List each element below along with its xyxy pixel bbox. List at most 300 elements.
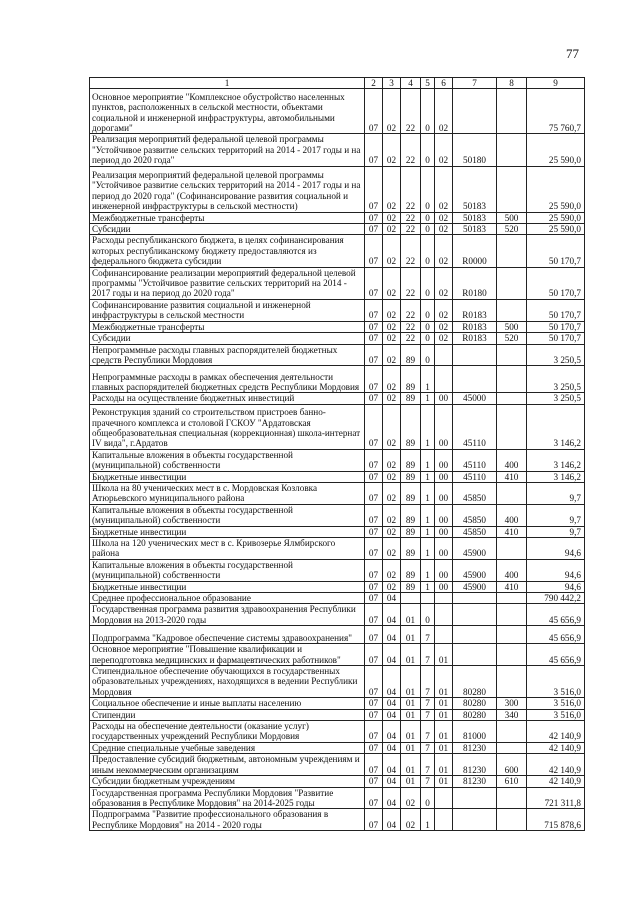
table-row [90,166,585,212]
table-row [90,742,585,753]
row-code-c4: 89 [401,581,421,592]
row-code-c6: 01 [435,644,453,666]
row-code-c5: 0 [421,604,435,626]
row-code-c8 [497,593,527,604]
row-code-c4: 89 [401,526,421,537]
row-code-c8 [497,344,527,366]
row-amount: 45 656,9 [527,626,585,644]
row-code-c2: 07 [365,526,383,537]
row-code-c2: 07 [365,698,383,709]
row-code-c5: 0 [421,89,435,134]
row-description: Среднее профессиональное образование [90,593,365,604]
row-code-c2: 07 [365,89,383,134]
row-amount: 50 170,7 [527,333,585,344]
table-row [90,393,585,404]
row-code-c4: 89 [401,449,421,471]
row-description: Непрограммные расходы в рамках обеспечения деятельности главных распорядителей бюджетных средств Республики Мордовия [90,366,365,393]
row-code-c3: 02 [383,526,401,537]
row-code-c7: 45850 [453,526,497,537]
row-code-c8: 520 [497,333,527,344]
row-code-c5: 7 [421,754,435,776]
header-cell-1: 1 [90,78,365,89]
row-code-c8 [497,537,527,559]
row-amount: 50 170,7 [527,299,585,321]
row-code-c5: 1 [421,537,435,559]
row-code-c4: 89 [401,404,421,449]
table-row [90,404,585,449]
table-row [90,235,585,267]
row-code-c3: 04 [383,593,401,604]
row-code-c2: 07 [365,333,383,344]
table-row [90,299,585,321]
row-description: Капитальные вложения в объекты государственной (муниципальной) собственности [90,504,365,526]
row-code-c8: 340 [497,709,527,720]
row-code-c7: 50183 [453,212,497,223]
row-code-c6: 02 [435,267,453,299]
row-code-c4: 01 [401,721,421,743]
row-description: Основное мероприятие "Комплексное обустройство населенных пунктов, расположенных в сельской местности, объектами социальной и инженерной инфраструктуры, автомобильными дорогами" [90,89,365,134]
row-code-c6 [435,626,453,644]
row-code-c6 [435,366,453,393]
row-amount: 3 146,2 [527,449,585,471]
row-amount: 790 442,2 [527,593,585,604]
row-amount: 42 140,9 [527,776,585,787]
row-code-c3: 04 [383,604,401,626]
row-code-c7 [453,344,497,366]
header-cell-8: 8 [497,78,527,89]
header-cell-4: 4 [401,78,421,89]
row-code-c8 [497,166,527,212]
row-code-c3: 02 [383,321,401,332]
row-code-c2: 07 [365,393,383,404]
row-code-c6 [435,344,453,366]
row-code-c5: 7 [421,666,435,698]
row-code-c4: 02 [401,787,421,809]
row-code-c6: 02 [435,235,453,267]
table-row [90,482,585,504]
row-code-c5: 1 [421,504,435,526]
row-code-c2: 07 [365,321,383,332]
row-code-c8 [497,404,527,449]
row-code-c5: 1 [421,449,435,471]
row-code-c4: 01 [401,644,421,666]
row-code-c7: 45000 [453,393,497,404]
row-code-c3: 02 [383,212,401,223]
row-code-c7: 81230 [453,754,497,776]
row-code-c4: 01 [401,776,421,787]
row-code-c6: 00 [435,471,453,482]
row-code-c2: 07 [365,709,383,720]
row-code-c6: 00 [435,504,453,526]
row-code-c6: 01 [435,742,453,753]
row-code-c4: 22 [401,212,421,223]
row-amount: 50 170,7 [527,267,585,299]
row-code-c7: 81230 [453,776,497,787]
row-code-c4: 01 [401,626,421,644]
row-amount: 25 590,0 [527,224,585,235]
row-description: Основное мероприятие "Повышение квалификации и переподготовка медицинских и фармацевтических работников" [90,644,365,666]
row-code-c7: 45850 [453,482,497,504]
row-code-c8 [497,267,527,299]
row-amount: 721 311,8 [527,787,585,809]
row-description: Бюджетные инвестиции [90,581,365,592]
row-code-c2: 07 [365,581,383,592]
row-amount: 45 656,9 [527,604,585,626]
row-code-c7: 81230 [453,742,497,753]
table-row [90,644,585,666]
row-code-c2: 07 [365,559,383,581]
row-description: Межбюджетные трансферты [90,321,365,332]
row-code-c4: 01 [401,754,421,776]
row-code-c7: 45900 [453,581,497,592]
row-description: Софинансирование развития социальной и инженерной инфраструктуры в сельской местности [90,299,365,321]
row-code-c6: 00 [435,393,453,404]
row-code-c7: R0183 [453,333,497,344]
row-code-c8: 400 [497,449,527,471]
row-code-c7: 80280 [453,666,497,698]
row-code-c3: 04 [383,644,401,666]
row-code-c6 [435,604,453,626]
table-row [90,449,585,471]
row-description: Средние специальные учебные заведения [90,742,365,753]
row-description: Реализация мероприятий федеральной целевой программы "Устойчивое развитие сельских территорий на 2014 - 2017 годы и на период до 2020 года" [90,134,365,166]
row-code-c2: 07 [365,644,383,666]
header-cell-5: 5 [421,78,435,89]
row-code-c7: R0180 [453,267,497,299]
row-code-c3: 02 [383,333,401,344]
row-code-c6: 02 [435,89,453,134]
row-description: Стипендиальное обеспечение обучающихся в государственных образовательных учреждениях, находящихся в ведении Республики Мордовия [90,666,365,698]
row-amount: 25 590,0 [527,212,585,223]
row-code-c8 [497,134,527,166]
row-code-c2: 07 [365,537,383,559]
row-code-c8 [497,809,527,831]
row-code-c5: 7 [421,721,435,743]
row-code-c8 [497,299,527,321]
row-code-c5 [421,593,435,604]
row-code-c4 [401,593,421,604]
row-amount: 3 250,5 [527,393,585,404]
row-code-c3: 02 [383,559,401,581]
row-description: Социальное обеспечение и иные выплаты населению [90,698,365,709]
table-row [90,559,585,581]
row-code-c6: 01 [435,721,453,743]
table-row [90,754,585,776]
table-row [90,581,585,592]
row-amount: 9,7 [527,504,585,526]
row-code-c6 [435,593,453,604]
row-code-c8 [497,366,527,393]
row-code-c8: 520 [497,224,527,235]
row-code-c5: 0 [421,224,435,235]
row-code-c2: 07 [365,299,383,321]
table-row [90,537,585,559]
row-code-c6: 01 [435,709,453,720]
row-code-c2: 07 [365,366,383,393]
row-amount: 75 760,7 [527,89,585,134]
row-code-c4: 02 [401,809,421,831]
row-code-c5: 1 [421,366,435,393]
row-code-c6: 00 [435,581,453,592]
row-code-c7 [453,626,497,644]
row-amount: 3 516,0 [527,698,585,709]
row-code-c5: 7 [421,626,435,644]
header-cell-3: 3 [383,78,401,89]
row-code-c3: 04 [383,666,401,698]
table-row [90,787,585,809]
row-code-c7: 81000 [453,721,497,743]
row-amount: 3 146,2 [527,471,585,482]
row-code-c8: 410 [497,526,527,537]
table-row [90,666,585,698]
row-description: Капитальные вложения в объекты государственной (муниципальной) собственности [90,449,365,471]
row-code-c6: 02 [435,299,453,321]
row-amount: 50 170,7 [527,321,585,332]
table-row [90,504,585,526]
row-description: Межбюджетные трансферты [90,212,365,223]
row-code-c8 [497,482,527,504]
row-code-c2: 07 [365,166,383,212]
row-code-c2: 07 [365,224,383,235]
header-cell-2: 2 [365,78,383,89]
row-code-c6: 02 [435,224,453,235]
row-code-c5: 1 [421,809,435,831]
row-amount: 94,6 [527,581,585,592]
row-code-c4: 89 [401,344,421,366]
row-code-c7: 45110 [453,471,497,482]
row-code-c8: 600 [497,754,527,776]
row-code-c8 [497,235,527,267]
row-code-c2: 07 [365,754,383,776]
row-code-c6: 00 [435,537,453,559]
row-code-c8 [497,721,527,743]
table-row [90,344,585,366]
header-cell-6: 6 [435,78,453,89]
row-code-c3: 02 [383,404,401,449]
table-row [90,709,585,720]
row-code-c3: 02 [383,449,401,471]
row-code-c7 [453,89,497,134]
row-code-c8 [497,742,527,753]
row-code-c3: 02 [383,134,401,166]
page-number: 77 [566,46,579,61]
row-code-c8: 410 [497,581,527,592]
row-code-c6: 00 [435,449,453,471]
row-code-c8 [497,644,527,666]
row-code-c3: 02 [383,471,401,482]
row-code-c3: 04 [383,709,401,720]
table-row [90,267,585,299]
row-code-c7 [453,593,497,604]
row-code-c6: 02 [435,333,453,344]
row-code-c5: 7 [421,698,435,709]
row-description: Бюджетные инвестиции [90,526,365,537]
row-description: Непрограммные расходы главных распорядителей бюджетных средств Республики Мордовия [90,344,365,366]
table-row [90,593,585,604]
row-code-c4: 89 [401,482,421,504]
row-description: Школа на 80 ученических мест в с. Мордовская Козловка Атюрьевского муниципального района [90,482,365,504]
row-code-c5: 7 [421,776,435,787]
row-code-c7: 45110 [453,449,497,471]
row-code-c4: 89 [401,393,421,404]
table-row [90,224,585,235]
row-code-c6: 02 [435,134,453,166]
row-description: Реконструкция зданий со строительством пристроев банно-прачечного комплекса и столовой ГСКОУ "Ардатовская общеобразовательная специальная (коррекционная) школа-интернат IV вида", г.Ардатов [90,404,365,449]
row-code-c8: 410 [497,471,527,482]
row-amount: 3 250,5 [527,344,585,366]
row-code-c6: 01 [435,776,453,787]
row-code-c5: 1 [421,404,435,449]
row-code-c5: 0 [421,299,435,321]
row-code-c6: 00 [435,559,453,581]
row-description: Софинансирование реализации мероприятий федеральной целевой программы "Устойчивое развитие сельских территорий на 2014 - 2017 годы и на период до 2020 года" [90,267,365,299]
header-cell-7: 7 [453,78,497,89]
row-code-c6: 00 [435,482,453,504]
row-code-c5: 0 [421,344,435,366]
row-code-c8: 500 [497,212,527,223]
row-code-c2: 07 [365,809,383,831]
row-code-c3: 02 [383,267,401,299]
row-code-c3: 02 [383,299,401,321]
row-code-c7 [453,604,497,626]
table-row [90,134,585,166]
row-code-c4: 89 [401,471,421,482]
row-code-c4: 22 [401,134,421,166]
row-code-c5: 7 [421,709,435,720]
row-code-c8: 400 [497,559,527,581]
row-code-c3: 02 [383,537,401,559]
row-code-c4: 22 [401,224,421,235]
row-code-c2: 07 [365,344,383,366]
row-code-c3: 04 [383,809,401,831]
row-description: Расходы на обеспечение деятельности (оказание услуг) государственных учреждений Республики Мордовия [90,721,365,743]
row-code-c5: 0 [421,333,435,344]
row-amount: 9,7 [527,482,585,504]
row-code-c3: 02 [383,366,401,393]
row-code-c8 [497,89,527,134]
row-amount: 715 878,6 [527,809,585,831]
row-description: Расходы республиканского бюджета, в целях софинансирования которых республиканскому бюджету предоставляются из федерального бюджета субсидии [90,235,365,267]
header-cell-9: 9 [527,78,585,89]
row-code-c7: 50180 [453,134,497,166]
row-code-c3: 04 [383,626,401,644]
table-row [90,809,585,831]
row-code-c3: 02 [383,89,401,134]
row-code-c6: 01 [435,698,453,709]
row-code-c8: 400 [497,504,527,526]
row-amount: 3 516,0 [527,666,585,698]
row-code-c8 [497,626,527,644]
row-code-c3: 02 [383,166,401,212]
row-amount: 42 140,9 [527,742,585,753]
row-code-c7: 45110 [453,404,497,449]
row-code-c4: 22 [401,299,421,321]
table-row [90,321,585,332]
row-code-c8: 500 [497,321,527,332]
row-amount: 42 140,9 [527,754,585,776]
row-code-c3: 02 [383,235,401,267]
row-amount: 45 656,9 [527,644,585,666]
row-code-c3: 02 [383,482,401,504]
row-code-c2: 07 [365,482,383,504]
row-code-c3: 02 [383,393,401,404]
row-description: Субсидии бюджетным учреждениям [90,776,365,787]
row-code-c8: 610 [497,776,527,787]
row-amount: 25 590,0 [527,134,585,166]
row-code-c4: 22 [401,89,421,134]
row-description: Субсидии [90,333,365,344]
row-code-c6: 02 [435,321,453,332]
table-row [90,212,585,223]
row-code-c3: 04 [383,754,401,776]
table-header-row [90,78,585,89]
row-code-c4: 89 [401,559,421,581]
row-code-c7: 80280 [453,698,497,709]
row-code-c5: 0 [421,321,435,332]
row-amount: 25 590,0 [527,166,585,212]
row-code-c2: 07 [365,593,383,604]
table-row [90,333,585,344]
row-code-c2: 07 [365,721,383,743]
row-code-c4: 89 [401,537,421,559]
row-code-c6: 02 [435,212,453,223]
row-code-c7: R0000 [453,235,497,267]
row-code-c4: 22 [401,267,421,299]
row-code-c8 [497,787,527,809]
table-row [90,626,585,644]
row-code-c7: R0183 [453,299,497,321]
row-code-c4: 22 [401,333,421,344]
row-description: Расходы на осуществление бюджетных инвестиций [90,393,365,404]
row-code-c2: 07 [365,787,383,809]
row-description: Предоставление субсидий бюджетным, автономным учреждениям и иным некоммерческим организациям [90,754,365,776]
row-description: Стипендии [90,709,365,720]
row-code-c5: 1 [421,471,435,482]
row-description: Бюджетные инвестиции [90,471,365,482]
row-code-c7 [453,809,497,831]
table-row [90,604,585,626]
table-row [90,776,585,787]
row-amount: 94,6 [527,537,585,559]
row-code-c3: 04 [383,721,401,743]
row-description: Школа на 120 ученических мест в с. Кривозерье Ялмбирского района [90,537,365,559]
row-code-c4: 01 [401,666,421,698]
row-description: Подпрограмма "Развитие профессионального образования в Республике Мордовия" на 2014 - 2020 годы [90,809,365,831]
table-row [90,471,585,482]
table-row [90,89,585,134]
row-code-c7: 50183 [453,166,497,212]
row-code-c4: 01 [401,604,421,626]
row-code-c4: 89 [401,366,421,393]
row-code-c6: 01 [435,666,453,698]
row-description: Подпрограмма "Кадровое обеспечение системы здравоохранения" [90,626,365,644]
row-code-c5: 7 [421,742,435,753]
row-code-c5: 0 [421,212,435,223]
row-code-c3: 04 [383,698,401,709]
row-code-c4: 01 [401,709,421,720]
row-code-c8 [497,393,527,404]
row-code-c2: 07 [365,504,383,526]
row-code-c5: 1 [421,526,435,537]
row-code-c2: 07 [365,235,383,267]
row-code-c5: 0 [421,166,435,212]
row-amount: 3 250,5 [527,366,585,393]
row-code-c3: 02 [383,581,401,592]
row-code-c7 [453,644,497,666]
row-code-c2: 07 [365,742,383,753]
table-row [90,721,585,743]
row-code-c7 [453,366,497,393]
